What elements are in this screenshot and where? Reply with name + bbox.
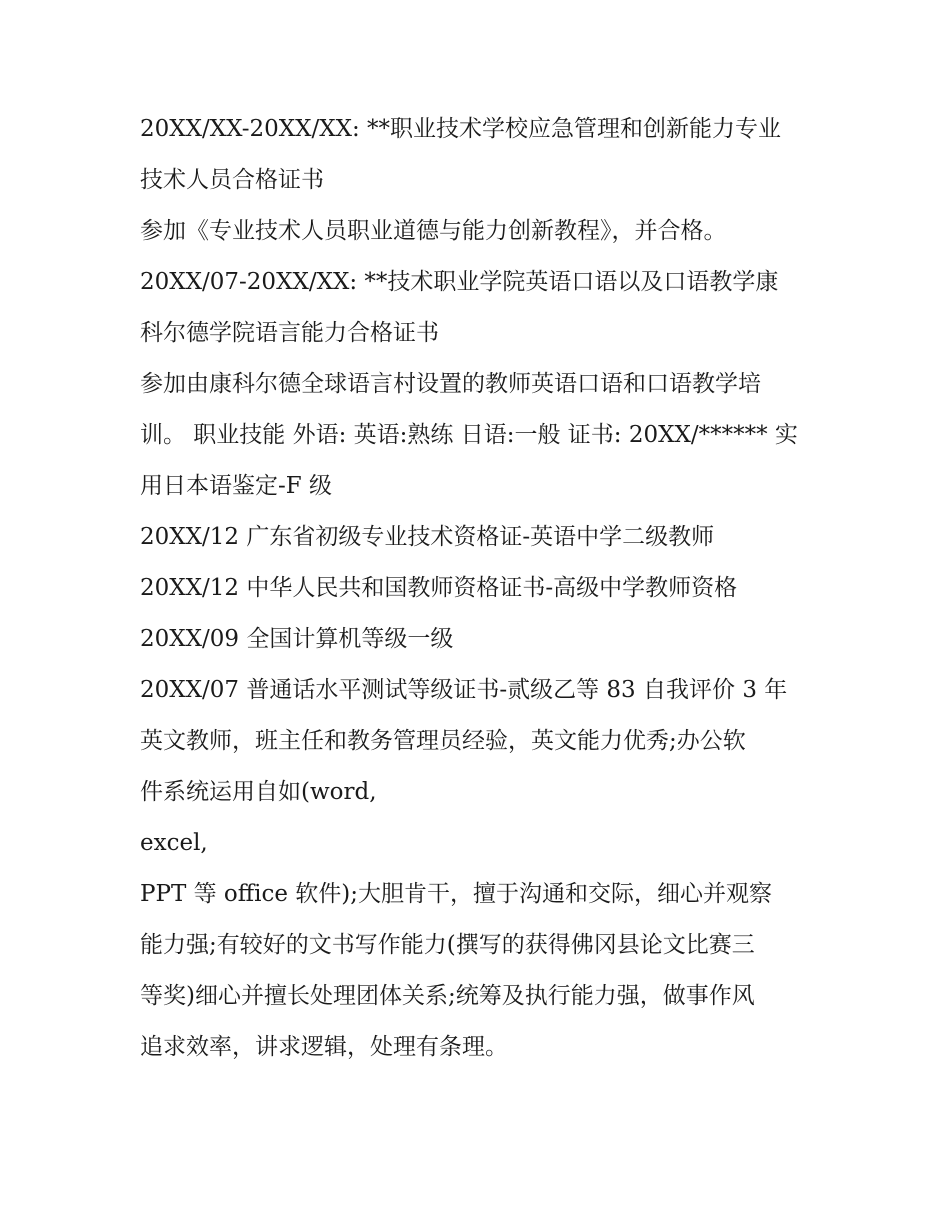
text-line: 参加《专业技术人员职业道德与能力创新教程》，并合格。 bbox=[140, 218, 727, 244]
text-line: 20XX/12 中华人民共和国教师资格证书-高级中学教师资格 bbox=[140, 575, 738, 601]
text-line: 参加由康科尔德全球语言村设置的教师英语口语和口语教学培 bbox=[140, 371, 761, 397]
text-line: excel, bbox=[140, 830, 208, 856]
text-line: 20XX/09 全国计算机等级一级 bbox=[140, 626, 454, 652]
text-line: 20XX/07 普通话水平测试等级证书-贰级乙等 83 自我评价 3 年 bbox=[140, 677, 788, 703]
text-line: 等奖)细心并擅长处理团体关系;统筹及执行能力强，做事作风 bbox=[140, 983, 755, 1009]
text-line: 用日本语鉴定-F 级 bbox=[140, 473, 333, 499]
text-line: 20XX/12 广东省初级专业技术资格证-英语中学二级教师 bbox=[140, 524, 715, 550]
text-line: 20XX/07-20XX/XX: **技术职业学院英语口语以及口语教学康 bbox=[140, 269, 779, 295]
text-line: 训。 职业技能 外语: 英语:熟练 日语:一般 证书: 20XX/****** 实 bbox=[140, 422, 798, 448]
text-line: 英文教师，班主任和教务管理员经验，英文能力优秀;办公软 bbox=[140, 728, 746, 754]
text-line: 科尔德学院语言能力合格证书 bbox=[140, 320, 439, 346]
text-line: 追求效率，讲求逻辑，处理有条理。 bbox=[140, 1034, 508, 1060]
text-line: 件系统运用自如(word, bbox=[140, 779, 377, 805]
document-body bbox=[140, 104, 812, 1073]
text-line: 技术人员合格证书 bbox=[140, 167, 324, 193]
text-line: 20XX/XX-20XX/XX: **职业技术学校应急管理和创新能力专业 bbox=[140, 116, 782, 142]
text-line: 能力强;有较好的文书写作能力(撰写的获得佛冈县论文比赛三 bbox=[140, 932, 755, 958]
text-line: PPT 等 office 软件);大胆肯干，擅于沟通和交际，细心并观察 bbox=[140, 881, 772, 907]
